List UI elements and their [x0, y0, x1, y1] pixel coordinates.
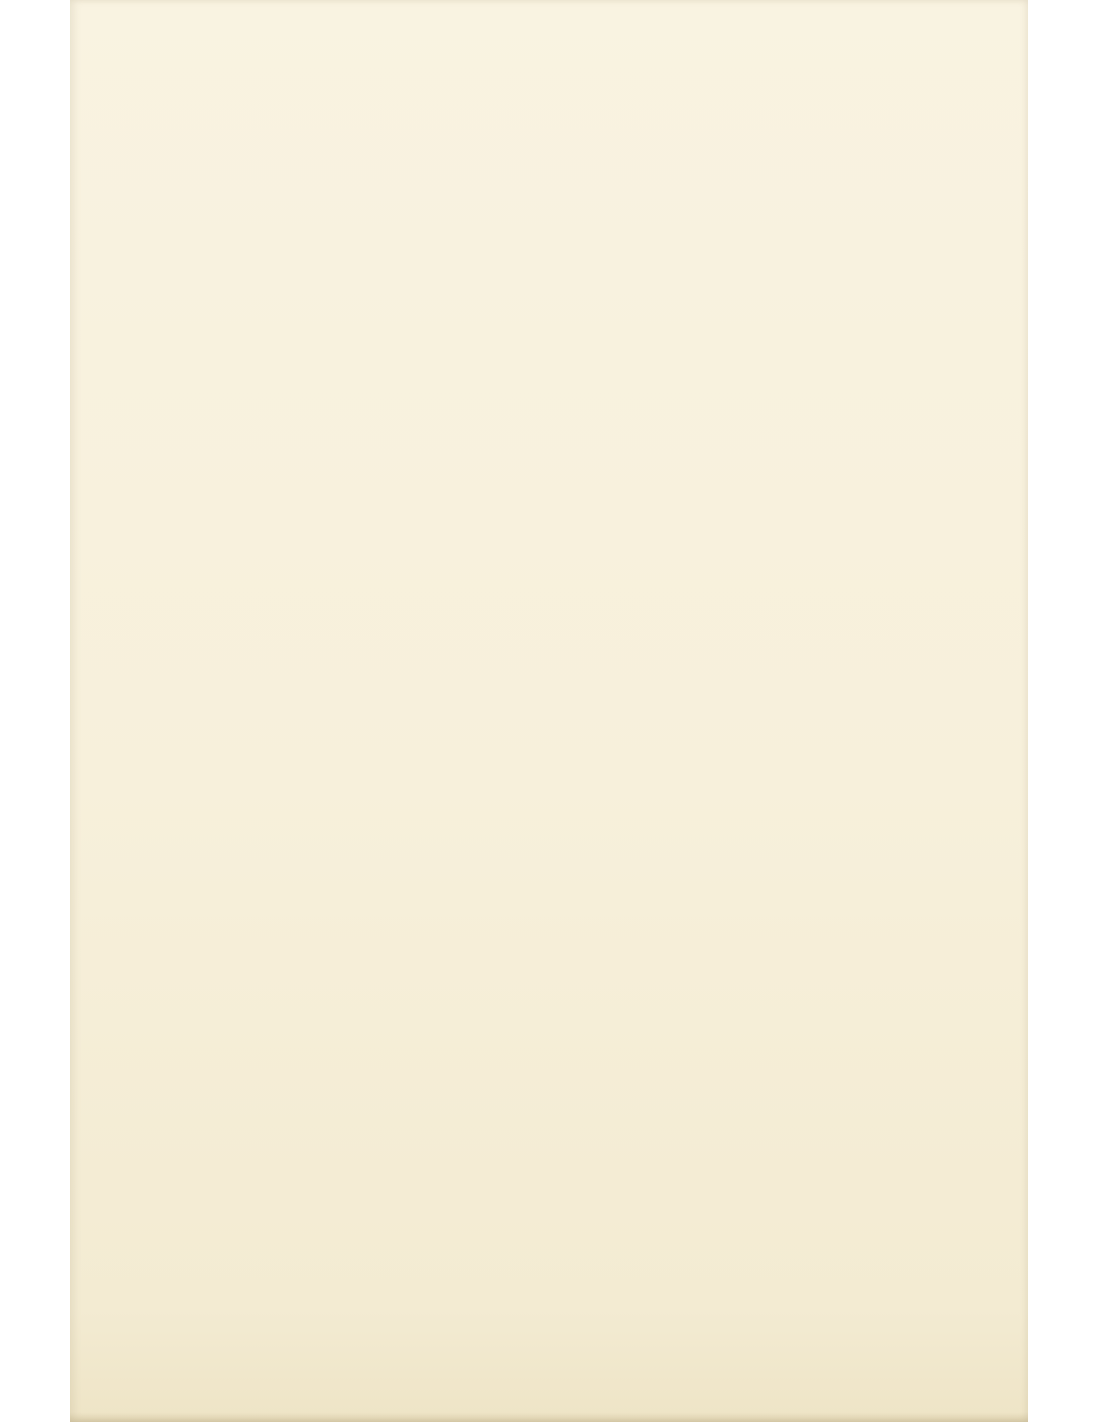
page-bottom-edge — [70, 1412, 1028, 1422]
manual-page — [70, 0, 1028, 1422]
